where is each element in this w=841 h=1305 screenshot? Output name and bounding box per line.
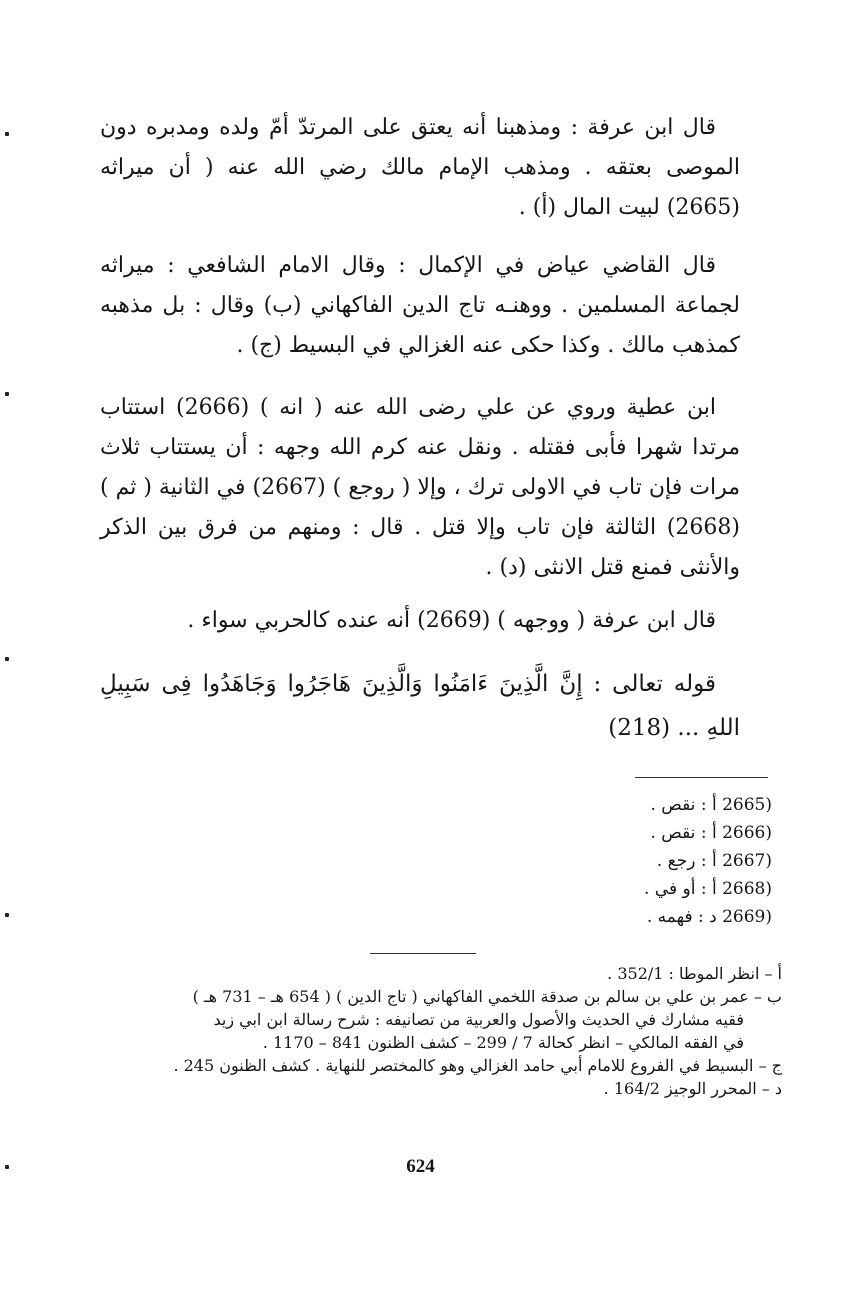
footnotes-list	[96, 962, 782, 1100]
paragraph-ibn-atiyya	[100, 388, 740, 588]
paragraph-text: قال ابن عرفة ( ووجهه ) (2669) أنه عنده كالحربي سواء .	[187, 608, 716, 633]
variant-note: (2665 أ : نقص .	[650, 795, 772, 815]
paragraph-quran-verse	[100, 662, 740, 750]
footnote: ج – البسيط في الفروع للامام أبي حامد الغزالي وهو كالمختصر للنهاية . كشف الظنون 245 .	[173, 1056, 782, 1075]
margin-mark	[5, 392, 9, 396]
variant-note: (2667 أ : رجع .	[656, 851, 772, 871]
variant-notes-list	[500, 791, 772, 931]
paragraph-ibn-arafa	[100, 108, 740, 228]
page-number: 624	[406, 1156, 435, 1177]
margin-mark	[5, 913, 9, 917]
paragraph-ibn-arafa-2	[100, 601, 740, 641]
footnote-divider	[635, 777, 768, 778]
paragraph-text: ابن عطية وروي عن علي رضى الله عنه ( انه ) (2666) استتاب مرتدا شهرا فأبى فقتله . ونقل عنه كرم الله وجهه : أن يستتاب ثلاث مرات فإن تاب في الاولى ترك ، وإلا ( روجع ) (2667) في الثانية ( ثم ) (2668) الثالثة فإن تاب وإلا قتل . قال : ومنهم من فرق بين الذكر والأنثى فمنع قتل الانثى (د) .	[100, 395, 740, 580]
footnote: ب – عمر بن علي بن سالم بن صدقة اللخمي الفاكهاني ( تاج الدين ) ( 654 هـ – 731 هـ )	[192, 987, 782, 1006]
paragraph-qadi-iyad	[100, 246, 740, 366]
footnote: أ – انظر الموطا : 352/1 .	[607, 964, 782, 983]
footnote-continuation: في الفقه المالكي – انظر كحالة 7 / 299 – كشف الظنون 841 – 1170 .	[262, 1033, 744, 1052]
variant-note: (2669 د : فهمه .	[646, 907, 772, 927]
footnote: د – المحرر الوجيز 164/2 .	[603, 1079, 782, 1098]
footnote-continuation: فقيه مشارك في الحديث والأصول والعربية من تصانيفه : شرح رسالة ابن ابي زيد	[213, 1010, 744, 1029]
margin-mark	[5, 132, 9, 136]
paragraph-text: قوله تعالى : إِنَّ الَّذِينَ ءَامَنُوا وَالَّذِينَ هَاجَرُوا وَجَاهَدُوا فِى سَبِيلِ اللهِ ... (218)	[100, 671, 740, 741]
margin-mark	[5, 657, 9, 661]
paragraph-text: قال ابن عرفة : ومذهبنا أنه يعتق على المرتدّ أمّ ولده ومدبره دون الموصى بعتقه . ومذهب الإمام مالك رضي الله عنه ( أن ميراثه (2665) لبيت المال (أ) .	[100, 115, 740, 220]
variant-note: (2668 أ : أو في .	[643, 879, 772, 899]
variant-note: (2666 أ : نقص .	[650, 823, 772, 843]
paragraph-text: قال القاضي عياض في الإكمال : وقال الامام الشافعي : ميراثه لجماعة المسلمين . ووهنـه تاج الدين الفاكهاني (ب) وقال : بل مذهبه كمذهب مالك . وكذا حكى عنه الغزالي في البسيط (ج) .	[100, 253, 740, 358]
footnote-divider	[370, 953, 476, 954]
